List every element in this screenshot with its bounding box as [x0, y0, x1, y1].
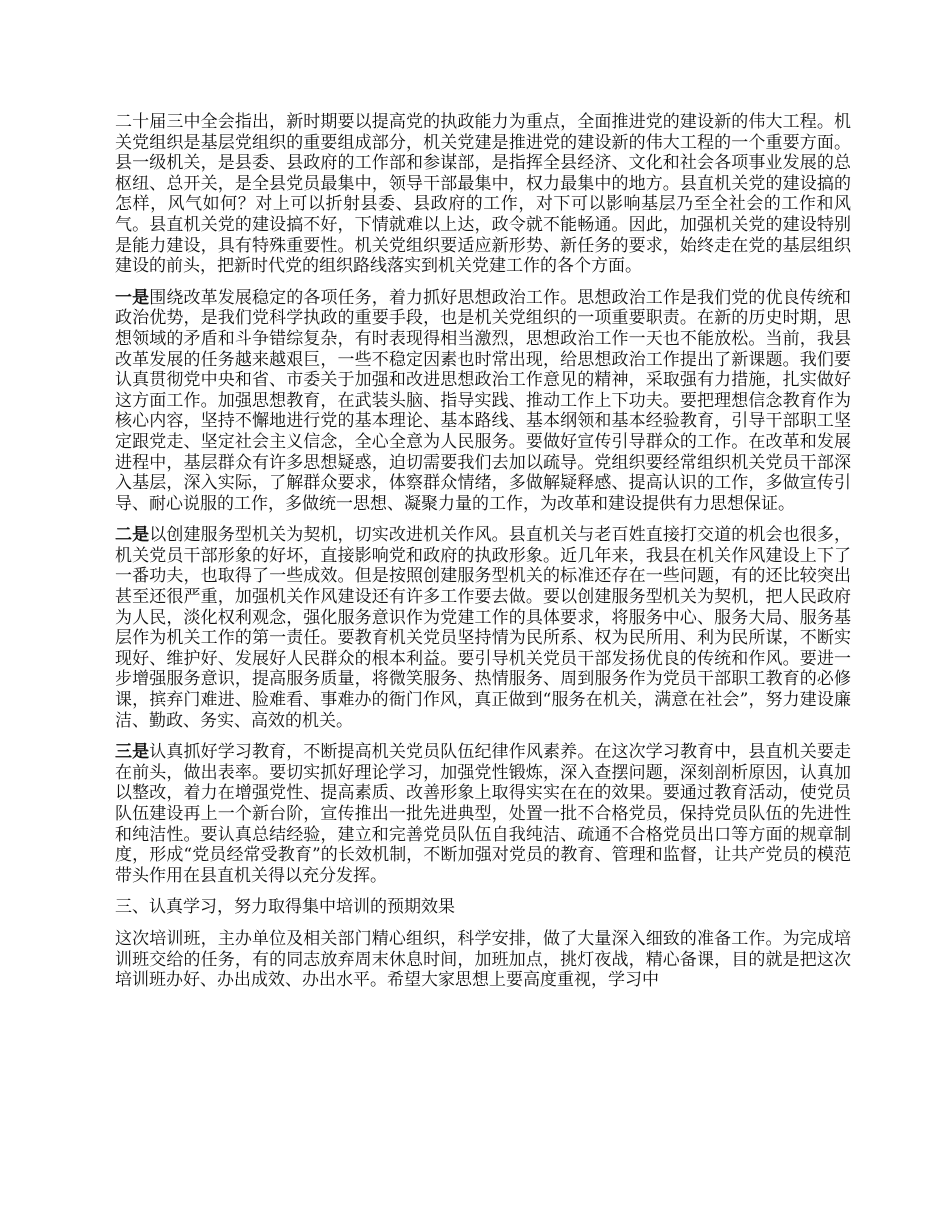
section-two-paragraph: [115, 525, 851, 731]
section-two-lead: 二是: [115, 525, 150, 546]
section-one-lead: 一是: [115, 287, 150, 308]
section-heading-3: 三、认真学习，努力取得集中培训的预期效果: [115, 897, 455, 918]
section-one-paragraph: [115, 288, 851, 515]
document-body: [115, 112, 851, 1002]
section-two-text: 以创建服务型机关为契机，切实改进机关作风。县直机关与老百姓直接打交道的机会也很多，机关党员干部形象的好坏，直接影响党和政府的执政形象。近几年来，我县在机关作风建设上下了一番功夫，也取得了一些成效。但是按照创建服务型机关的标准还存在一些问题，有的还比较突出甚至还很严重，加强机关作风建设还有许多工作要去做。要以创建服务型机关为契机，把人民政府为人民，淡化权利观念，强化服务意识作为党建工作的具体要求，将服务中心、服务大局、服务基层作为机关工作的第一责任。要教育机关党员坚持情为民所系、权为民所用、利为民所谋，不断实现好、维护好、发展好人民群众的根本利益。要引导机关党员干部发扬优良的传统和作风。要进一步增强服务意识，提高服务质量，将微笑服务、热情服务、周到服务作为党员干部职工教育的必修课，摈弃门难进、脸难看、事难办的衙门作风，真正做到“服务在机关，满意在社会”，努力建设廉洁、勤政、务实、高效的机关。: [115, 525, 852, 731]
section-three-text: 认真抓好学习教育，不断提高机关党员队伍纪律作风素养。在这次学习教育中，县直机关要走在前头，做出表率。要切实抓好理论学习，加强党性锻炼，深入查摆问题，深刻剖析原因，认真加以整改，着力在增强党性、提高素质、改善形象上取得实实在在的效果。要通过教育活动，使党员队伍建设再上一个新台阶，宣传推出一批先进典型，处置一批不合格党员，保持党员队伍的先进性和纯洁性。要认真总结经验，建立和完善党员队伍自我纯洁、疏通不合格党员出口等方面的规章制度，形成“党员经常受教育”的长效机制，不断加强对党员的教育、管理和监督，让共产党员的模范带头作用在县直机关得以充分发挥。: [115, 742, 852, 886]
section-three-lead: 三是: [115, 742, 150, 763]
intro-paragraph: 二十届三中全会指出，新时期要以提高党的执政能力为重点，全面推进党的建设新的伟大工程。机关党组织是基层党组织的重要组成部分，机关党建是推进党的建设新的伟大工程的一个重要方面。县一级机关，是县委、县政府的工作部和参谋部，是指挥全县经济、文化和社会各项事业发展的总枢纽、总开关，是全县党员最集中，领导干部最集中，权力最集中的地方。县直机关党的建设搞的怎样，风气如何？对上可以折射县委、县政府的工作，对下可以影响基层乃至全社会的工作和风气。县直机关党的建设搞不好，下情就难以上达，政令就不能畅通。因此，加强机关党的建设特别是能力建设，具有特殊重要性。机关党组织要适应新形势、新任务的要求，始终走在党的基层组织建设的前头，把新时代党的组织路线落实到机关党建工作的各个方面。: [115, 112, 851, 277]
section-three-paragraph: [115, 742, 851, 886]
section-one-text: 围绕改革发展稳定的各项任务，着力抓好思想政治工作。思想政治工作是我们党的优良传统和政治优势，是我们党科学执政的重要手段，也是机关党组织的一项重要职责。在新的历史时期，思想领域的矛盾和斗争错综复杂，有时表现得相当激烈，思想政治工作一天也不能放松。当前，我县改革发展的任务越来越艰巨，一些不稳定因素也时常出现，给思想政治工作提出了新课题。我们要认真贯彻党中央和省、市委关于加强和改进思想政治工作意见的精神，采取强有力措施，扎实做好这方面工作。加强思想教育，在武装头脑、指导实践、推动工作上下功夫。要把理想信念教育作为核心内容，坚持不懈地进行党的基本理论、基本路线、基本纲领和基本经验教育，引导干部职工坚定跟党走、坚定社会主义信念，全心全意为人民服务。要做好宣传引导群众的工作。在改革和发展进程中，基层群众有许多思想疑惑，迫切需要我们去加以疏导。党组织要经常组织机关党员干部深入基层，深入实际，了解群众要求，体察群众情绪，多做解疑释感、提高认识的工作，多做宣传引导、耐心说服的工作，多做统一思想、凝聚力量的工作，为改革和建设提供有力思想保证。: [115, 287, 852, 514]
closing-paragraph: 这次培训班，主办单位及相关部门精心组织，科学安排，做了大量深入细致的准备工作。为完成培训班交给的任务，有的同志放弃周末休息时间，加班加点，挑灯夜战，精心备课，目的就是把这次培训班办好、办出成效、办出水平。希望大家思想上要高度重视，学习中: [115, 928, 851, 991]
